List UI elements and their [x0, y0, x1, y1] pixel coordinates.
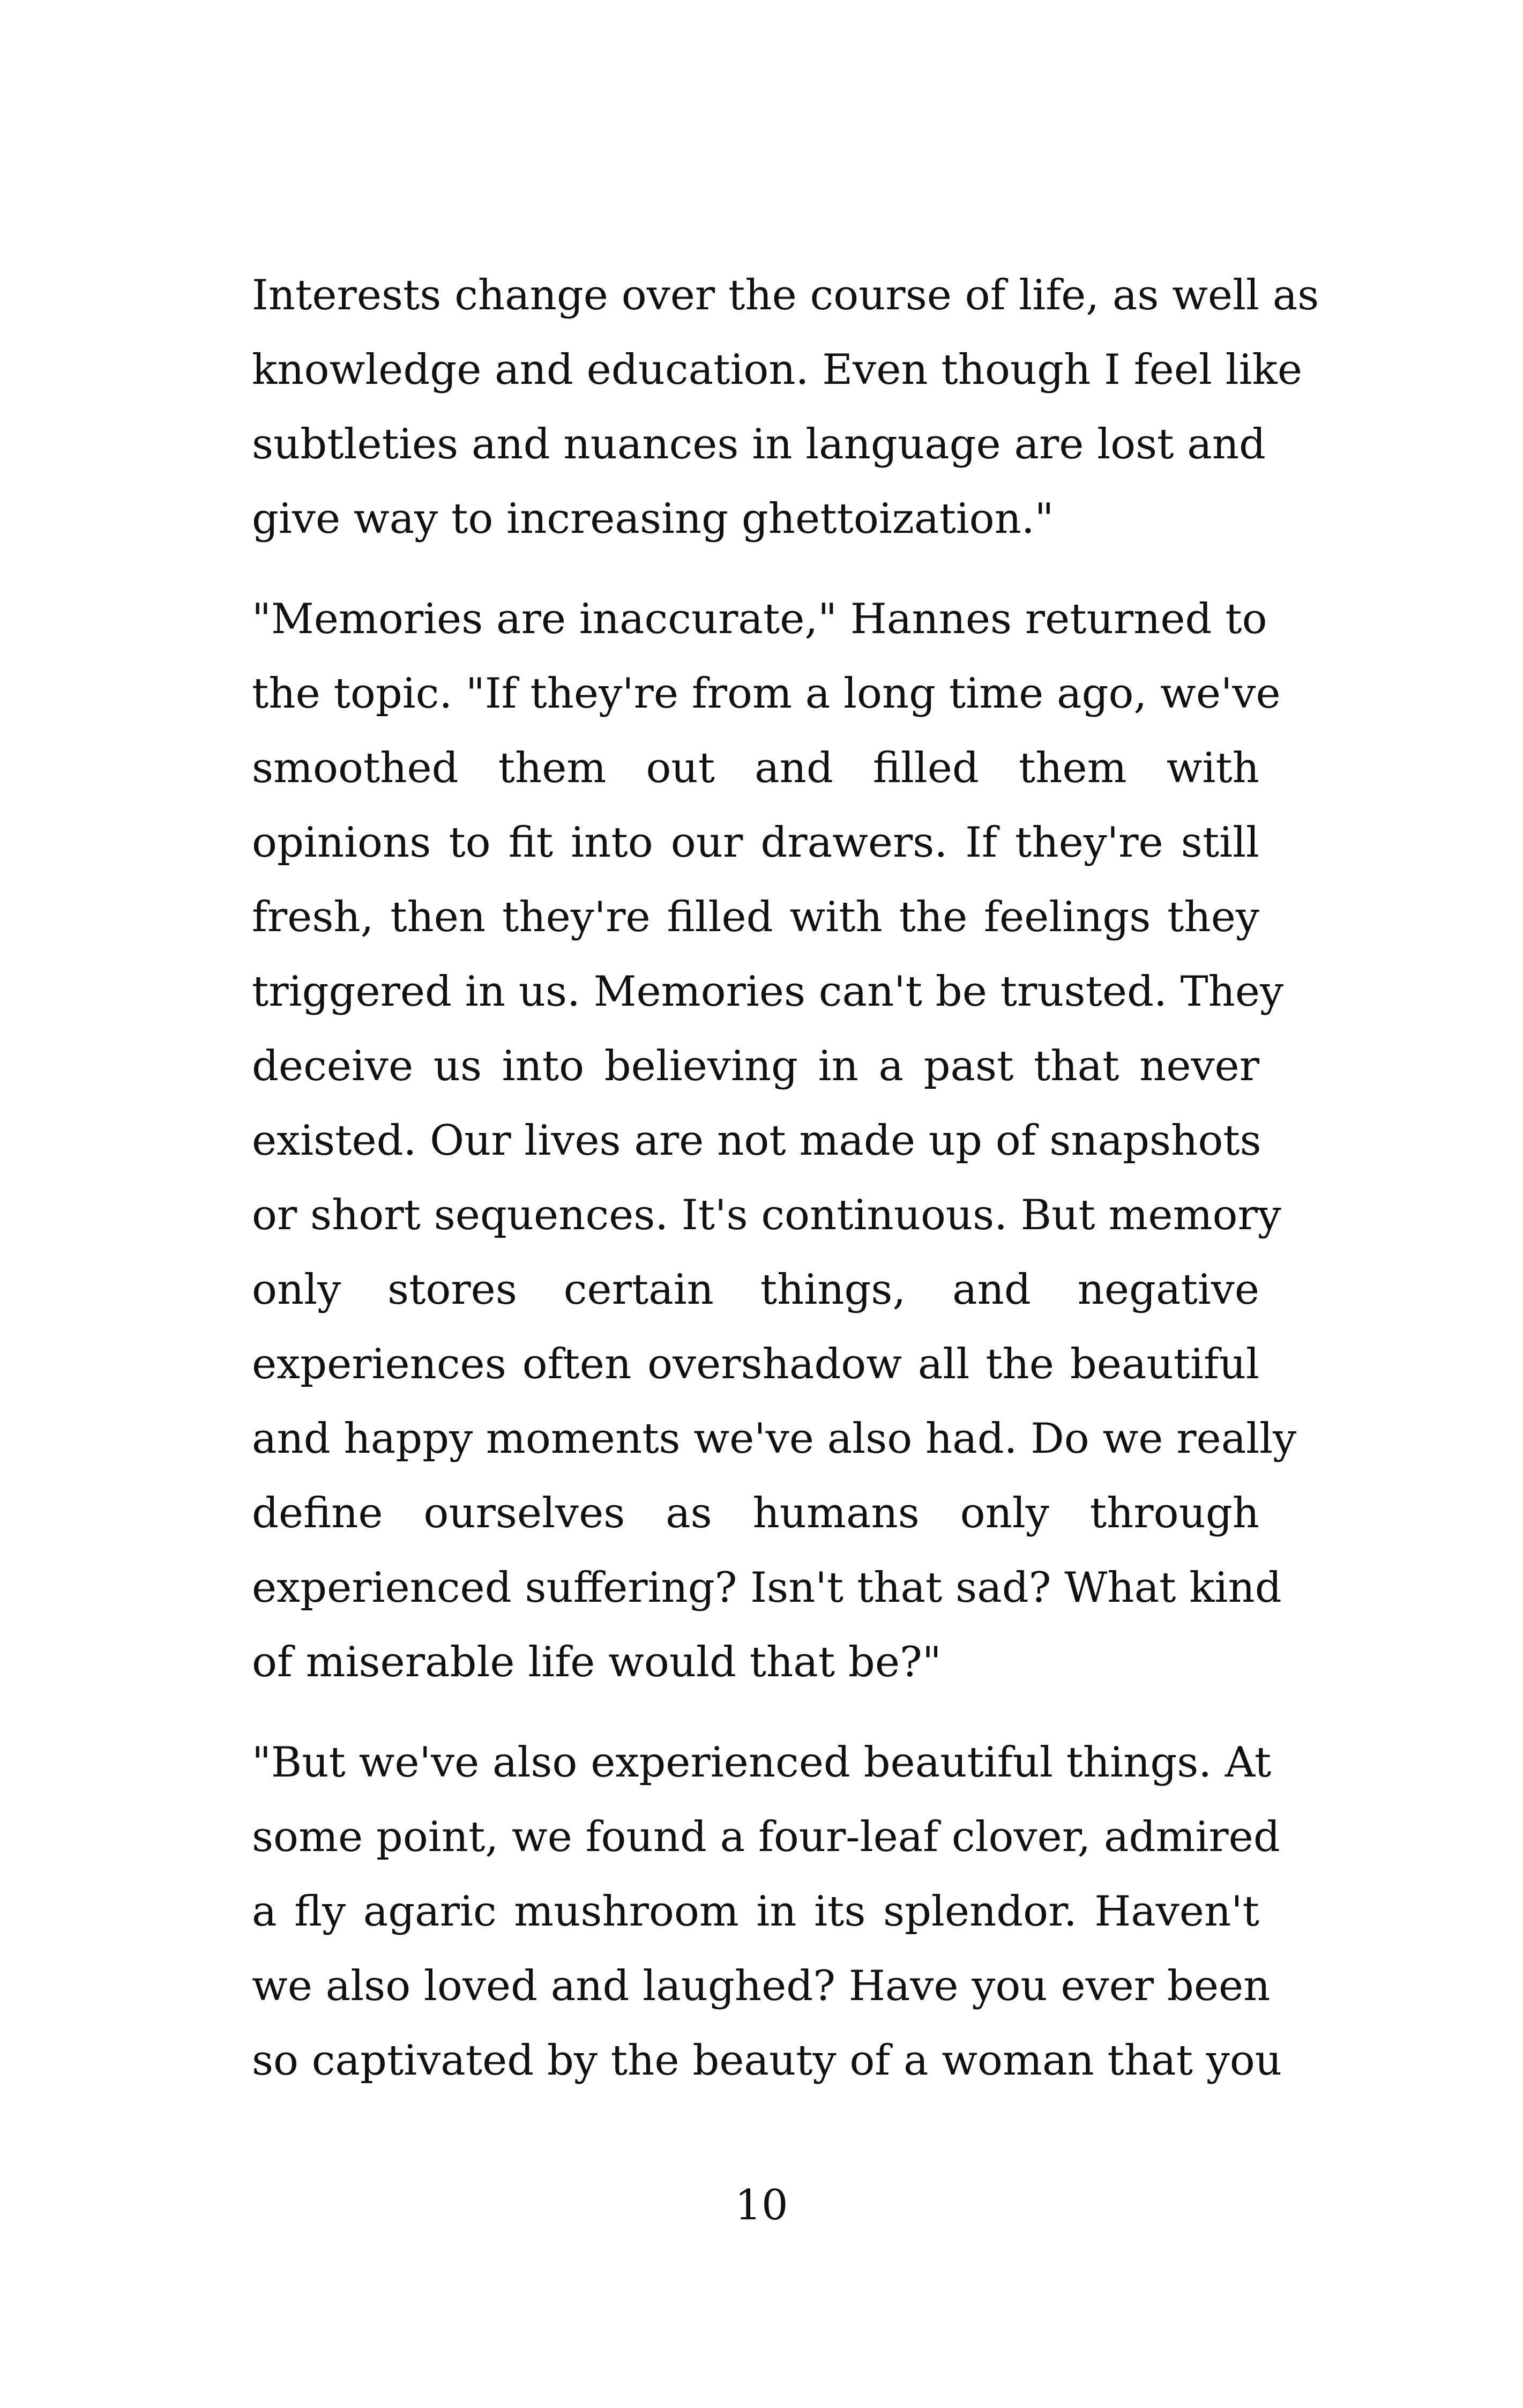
text-line: experiences often overshadow all the beautiful	[252, 1340, 1259, 1388]
text-line: knowledge and education. Even though I feel like	[252, 346, 1302, 394]
paragraph-3	[252, 1726, 1282, 2098]
text-line: the topic. "If they're from a long time ago, we've	[252, 670, 1281, 718]
body-text	[252, 258, 1319, 2124]
text-line: so captivated by the beauty of a woman that you	[252, 2037, 1282, 2085]
text-line: and happy moments we've also had. Do we really	[252, 1415, 1297, 1463]
paragraph-2	[252, 582, 1297, 1700]
paragraph-1	[252, 258, 1319, 556]
text-line: we also loved and laughed? Have you ever been	[252, 1962, 1271, 2010]
text-line: triggered in us. Memories can't be trusted. They	[252, 968, 1284, 1016]
text-line: only stores certain things, and negative	[252, 1266, 1259, 1314]
text-line: define ourselves as humans only through	[252, 1489, 1259, 1537]
text-line: fresh, then they're filled with the feelings they	[252, 893, 1259, 941]
text-line: give way to increasing ghettoization."	[252, 495, 1054, 543]
text-line: or short sequences. It's continuous. But memory	[252, 1191, 1281, 1239]
text-line: subtleties and nuances in language are lost and	[252, 420, 1266, 469]
text-line: smoothed them out and filled them with	[252, 744, 1259, 792]
text-line: opinions to fit into our drawers. If they're still	[252, 819, 1259, 867]
text-line: deceive us into believing in a past that never	[252, 1042, 1259, 1090]
text-line: a fly agaric mushroom in its splendor. Haven't	[252, 1887, 1259, 1936]
text-line: of miserable life would that be?"	[252, 1638, 942, 1686]
page-number: 10	[735, 2181, 788, 2229]
text-line: "But we've also experienced beautiful things. At	[252, 1738, 1272, 1787]
text-line: some point, we found a four-leaf clover, admired	[252, 1813, 1280, 1861]
text-line: existed. Our lives are not made up of snapshots	[252, 1117, 1261, 1165]
text-line: "Memories are inaccurate," Hannes returned to	[252, 595, 1267, 643]
text-line: experienced suffering? Isn't that sad? What kind	[252, 1564, 1282, 1612]
text-line: Interests change over the course of life, as well as	[252, 271, 1319, 319]
